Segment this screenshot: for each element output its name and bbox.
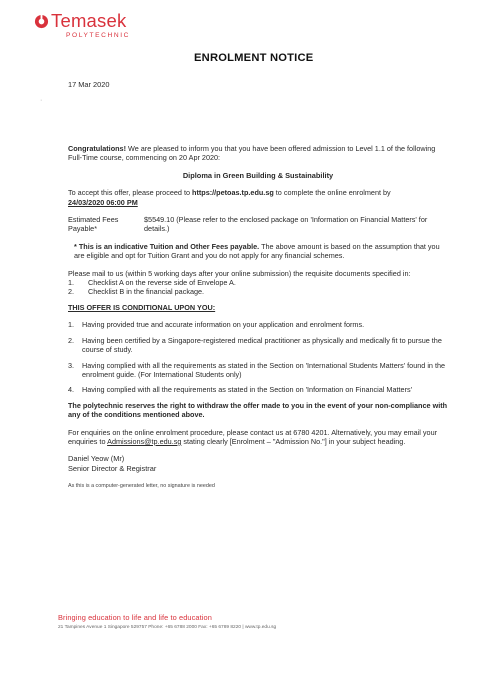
footer-tagline: Bringing education to life and life to education bbox=[58, 613, 212, 622]
congrats-text: We are pleased to inform you that you have been offered admission to Level 1.1 of the following Full-Time course, commencing on 20 Apr 2020: bbox=[68, 144, 436, 163]
accept-deadline: 24/03/2020 06:00 PM bbox=[68, 197, 138, 207]
page-title: ENROLMENT NOTICE bbox=[194, 52, 314, 64]
signer-name: Daniel Yeow (Mr) bbox=[68, 454, 125, 464]
condition-text: Having complied with all the requirements as stated in the Section on 'Information on Financial Matters' bbox=[82, 385, 412, 395]
accept-paragraph bbox=[68, 188, 448, 207]
fees-note bbox=[74, 242, 448, 261]
list-item-number: 2. bbox=[68, 287, 75, 297]
list-item-text: Checklist A on the reverse side of Envelope A. bbox=[88, 278, 236, 288]
conditional-heading: THIS OFFER IS CONDITIONAL UPON YOU: bbox=[68, 302, 216, 312]
letter-body bbox=[68, 144, 448, 491]
mail-intro: Please mail to us (within 5 working days after your online submission) the requisite documents specified in: bbox=[68, 268, 411, 278]
withdraw-notice: The polytechnic reserves the right to withdraw the offer made to you in the event of your non-compliance with any of the conditions mentioned above. bbox=[68, 400, 448, 420]
condition-item bbox=[68, 361, 448, 380]
congrats-heading: Congratulations! bbox=[68, 144, 126, 153]
congrats-paragraph bbox=[68, 144, 448, 163]
fees-note-text: The above amount is based on the assumption that you are eligible and opt for Tuition Grant and you do not apply for any financial schemes. bbox=[74, 241, 440, 261]
margin-mark: · bbox=[40, 97, 43, 104]
logo-mark-icon bbox=[34, 14, 49, 29]
checklist-list bbox=[68, 278, 448, 297]
accept-text-mid: to complete the online enrolment by bbox=[273, 188, 391, 198]
temasek-logo bbox=[34, 10, 144, 46]
signer-title: Senior Director & Registrar bbox=[68, 463, 157, 473]
logo-subtitle: POLYTECHNIC bbox=[66, 32, 131, 39]
enquiry-text-pre: For enquiries on the online enrolment procedure, please contact us at 6780 4201. Alternatively, you may email your enquiries to bbox=[68, 427, 438, 446]
condition-item bbox=[68, 320, 448, 329]
list-item-text: Checklist B in the financial package. bbox=[88, 287, 205, 297]
list-item bbox=[68, 287, 448, 296]
admissions-email-link[interactable]: Admissions@tp.edu.sg bbox=[107, 436, 182, 446]
condition-text: Having provided true and accurate information on your application and enrolment forms. bbox=[82, 320, 365, 330]
fees-row bbox=[68, 215, 448, 234]
enquiry-text-post: stating clearly [Enrolment – "Admission No."] in your subject heading. bbox=[181, 436, 406, 446]
condition-number: 3. bbox=[68, 360, 75, 370]
letter-date: 17 Mar 2020 bbox=[68, 80, 110, 89]
condition-number: 4. bbox=[68, 385, 75, 395]
condition-number: 1. bbox=[68, 320, 75, 330]
enrolment-url-link[interactable]: https://petoas.tp.edu.sg bbox=[192, 188, 274, 198]
computer-generated-note: As this is a computer-generated letter, no signature is needed bbox=[68, 482, 215, 489]
page-footer bbox=[58, 613, 438, 630]
fees-label: Estimated Fees Payable* bbox=[68, 215, 119, 234]
condition-item bbox=[68, 336, 448, 355]
accept-text-pre: To accept this offer, please proceed to bbox=[68, 188, 193, 198]
condition-text: Having complied with all the requirements as stated in the Section on 'International Students Matters' found in the enrolment guide. (For International Students only) bbox=[82, 360, 446, 379]
logo-name: Temasek bbox=[51, 10, 127, 31]
condition-text: Having been certified by a Singapore-registered medical practitioner as physically and medically fit to pursue the course of study. bbox=[82, 335, 442, 355]
footer-address: 21 Tampines Avenue 1 Singapore 529757 Phone: +65 6788 2000 Fax: +65 6789 8220 | www.tp.edu.sg bbox=[58, 625, 277, 630]
fees-note-heading: * This is an indicative Tuition and Other Fees payable. bbox=[74, 241, 260, 251]
list-item-number: 1. bbox=[68, 278, 75, 288]
conditions-list bbox=[68, 320, 448, 394]
list-item bbox=[68, 278, 448, 287]
condition-number: 2. bbox=[68, 335, 75, 345]
enquiry-paragraph bbox=[68, 428, 448, 447]
condition-item bbox=[68, 385, 448, 394]
signature-block bbox=[68, 454, 448, 491]
fees-value: $5549.10 (Please refer to the enclosed package on 'Information on Financial Matters' for details.) bbox=[144, 215, 428, 234]
course-name: Diploma in Green Building & Sustainability bbox=[182, 170, 334, 180]
